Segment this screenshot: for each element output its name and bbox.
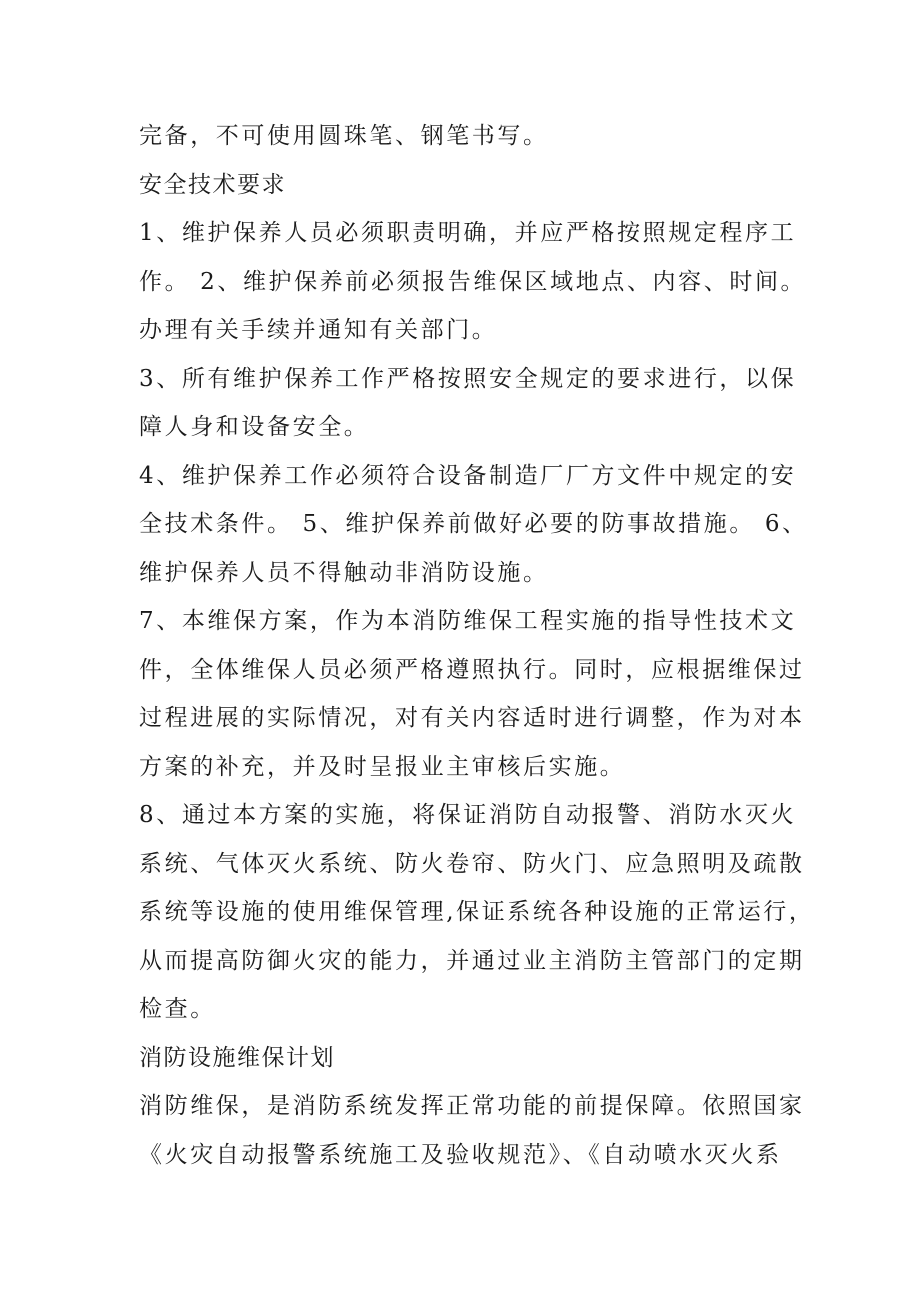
text-line: 维护保养人员不得触动非消防设施。 xyxy=(139,559,549,586)
document-body xyxy=(139,112,815,1179)
text-line: 系统等设施的使用维保管理,保证系统各种设施的正常运行， xyxy=(139,899,815,925)
text-line: 完备，不可使用圆珠笔、钢笔书写。 xyxy=(139,123,549,149)
text-line: 作。 2、维护保养前必须报告维保区域地点、内容、时间。 xyxy=(139,268,807,295)
text-line: 过程进展的实际情况，对有关内容适时进行调整，作为对本 xyxy=(139,705,805,731)
text-line: 从而提高防御火灾的能力，并通过业主消防主管部门的定期 xyxy=(139,947,805,974)
text-line: 全技术条件。 5、维护保养前做好必要的防事故措施。 6、 xyxy=(139,511,808,537)
text-line: 消防维保，是消防系统发挥正常功能的前提保障。依照国家 xyxy=(139,1093,805,1119)
text-line: 3、所有维护保养工作严格按照安全规定的要求进行，以保 xyxy=(139,365,797,392)
text-line: 障人身和设备安全。 xyxy=(139,414,370,440)
text-line: 系统、气体灭火系统、防火卷帘、防火门、应急照明及疏散 xyxy=(139,850,805,877)
text-line: 7、本维保方案，作为本消防维保工程实施的指导性技术文 xyxy=(139,608,797,634)
text-line: 办理有关手续并通知有关部门。 xyxy=(139,317,498,343)
text-line: 《火灾自动报警系统施工及验收规范》、《自动喷水灭火系 xyxy=(139,1141,782,1168)
text-line: 1、维护保养人员必须职责明确，并应严格按照规定程序工 xyxy=(139,220,797,246)
section-heading-safety-requirements: 安全技术要求 xyxy=(139,171,286,198)
text-line: 方案的补充，并及时呈报业主审核后实施。 xyxy=(139,753,626,780)
text-line: 8、通过本方案的实施，将保证消防自动报警、消防水灭火 xyxy=(139,802,797,828)
text-line: 4、维护保养工作必须符合设备制造厂厂方文件中规定的安 xyxy=(139,462,797,489)
section-heading-maintenance-plan: 消防设施维保计划 xyxy=(139,1044,335,1071)
text-line: 检查。 xyxy=(139,996,216,1022)
text-line: 件，全体维保人员必须严格遵照执行。同时，应根据维保过 xyxy=(139,656,805,683)
